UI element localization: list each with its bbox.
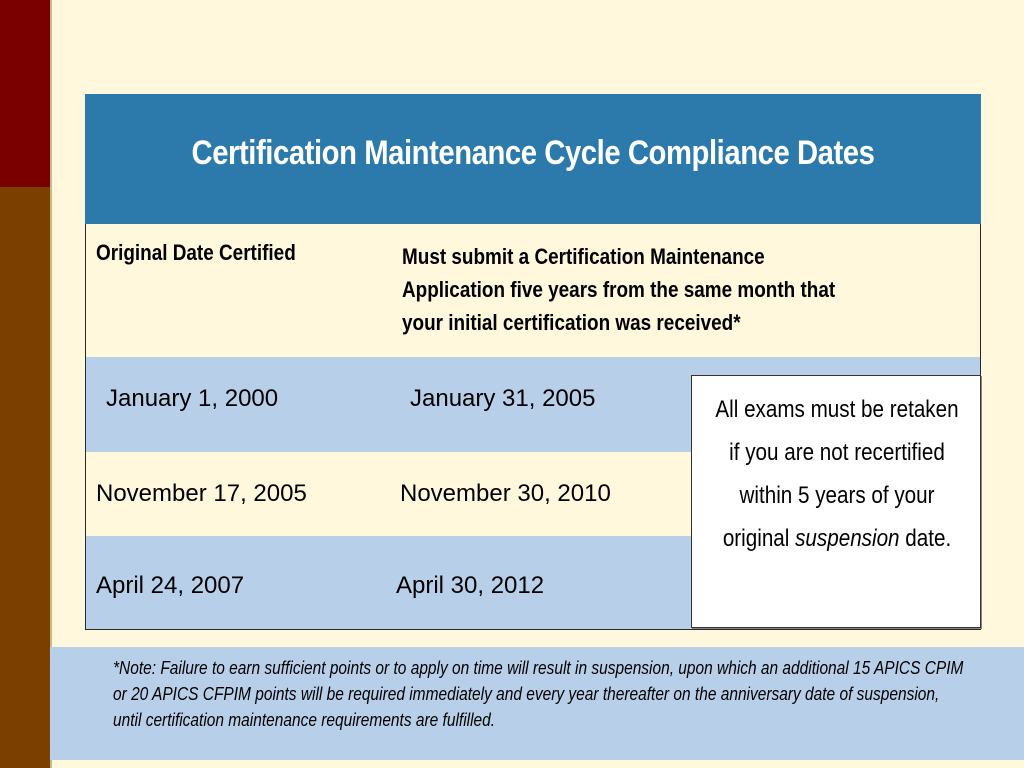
retake-callout-box [691, 375, 981, 628]
header-submit-deadline: Must submit a Certification Maintenance Application five years from the same month that your initial certification was received* [402, 244, 836, 335]
row-deadline-date: January 31, 2005 [410, 385, 596, 412]
table-header-row [86, 224, 980, 357]
callout-text-end: date. [899, 525, 952, 552]
callout-text-main: All exams must be retaken if you are not recertified within 5 years of your original [715, 396, 959, 552]
slide-title: Certification Maintenance Cycle Compliance Dates [191, 134, 875, 172]
row-original-date: January 1, 2000 [106, 385, 279, 412]
title-bar [85, 94, 981, 224]
footnote-box [50, 647, 1024, 760]
header-original-date: Original Date Certified [96, 240, 296, 265]
callout-text [712, 388, 961, 560]
callout-emphasis: suspension [795, 525, 900, 552]
decorative-bar-top [0, 0, 50, 187]
row-deadline-date: November 30, 2010 [400, 480, 611, 507]
decorative-bar-bottom [0, 187, 50, 768]
row-original-date: April 24, 2007 [96, 572, 245, 599]
row-original-date: November 17, 2005 [96, 480, 307, 507]
row-deadline-date: April 30, 2012 [396, 572, 545, 599]
footnote-text: *Note: Failure to earn sufficient points or to apply on time will result in suspension, upon which an additional 15 APICS CPIM or 20 APICS CFPIM points will be required immediately and every year thereafter on the anniversary date of suspension, until certification maintenance requirements are fulfilled. [113, 658, 964, 730]
